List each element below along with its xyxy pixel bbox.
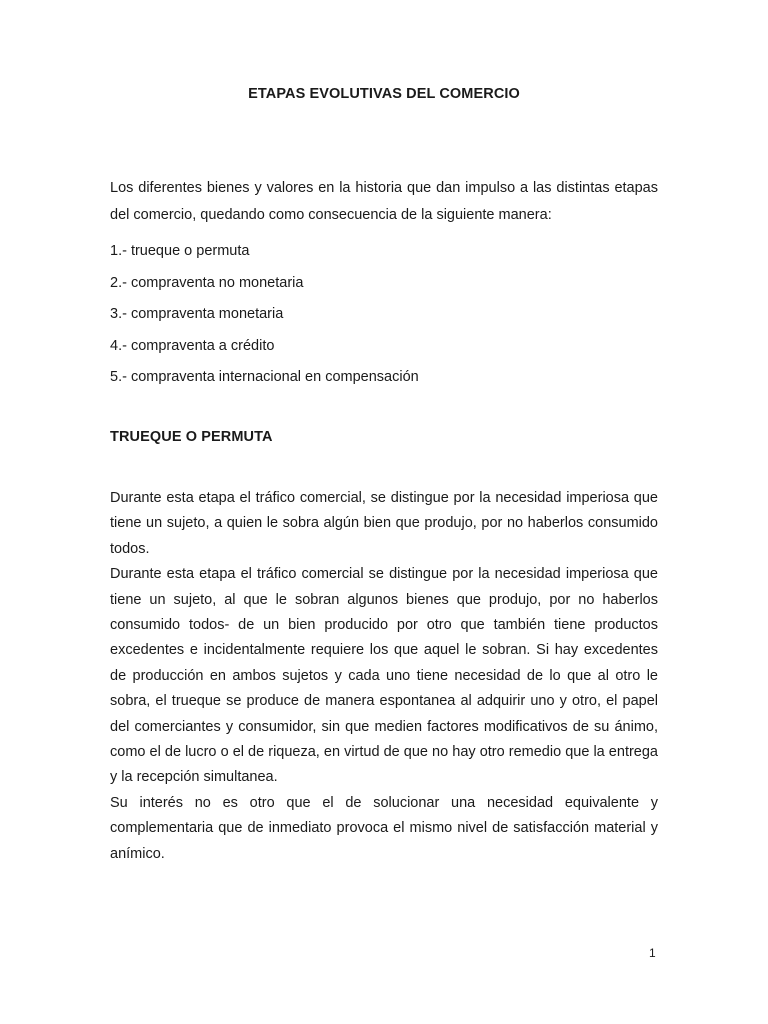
section-body <box>110 486 658 867</box>
body-paragraph: Durante esta etapa el tráfico comercial, se distingue por la necesidad imperiosa que tiene un sujeto, a quien le sobra algún bien que produjo, por no haberlos consumido todos. <box>110 490 658 557</box>
stages-list <box>110 238 658 396</box>
list-item: 2.- compraventa no monetaria <box>110 274 304 291</box>
intro-paragraph: Los diferentes bienes y valores en la historia que dan impulso a las distintas etapas del comercio, quedando como consecuencia de la siguiente manera: <box>110 180 658 223</box>
list-item: 3.- compraventa monetaria <box>110 306 284 322</box>
list-item: 1.- trueque o permuta <box>110 243 250 259</box>
body-paragraph: Durante esta etapa el tráfico comercial se distingue por la necesidad imperiosa que tiene un sujeto, al que le sobran algunos bienes que produjo, por no haberlos consumido todos- de un bien producido por otro que también tiene productos excedentes e incidentalmente requiere los que aquel le sobran. Si hay excedentes de producción en ambos sujetos y cada uno tiene necesidad de lo que al otro le sobra, el trueque se produce de manera espontanea al adquirir uno y otro, el papel del comerciantes y consumidor, sin que medien factores modificativos de su ánimo, como el de lucro o el de riqueza, en virtud de que no hay otro remedio que la entrega y la recepción simultanea. <box>110 566 658 786</box>
list-item: 4.- compraventa a crédito <box>110 337 275 354</box>
body-paragraph: Su interés no es otro que el de solucionar una necesidad equivalente y complementaria que de inmediato provoca el mismo nivel de satisfacción material y anímico. <box>110 794 658 862</box>
section-heading: TRUEQUE O PERMUTA <box>110 429 273 445</box>
document-title: ETAPAS EVOLUTIVAS DEL COMERCIO <box>248 86 520 102</box>
list-item: 5.- compraventa internacional en compensación <box>110 369 419 385</box>
page-number: 1 <box>649 946 656 960</box>
